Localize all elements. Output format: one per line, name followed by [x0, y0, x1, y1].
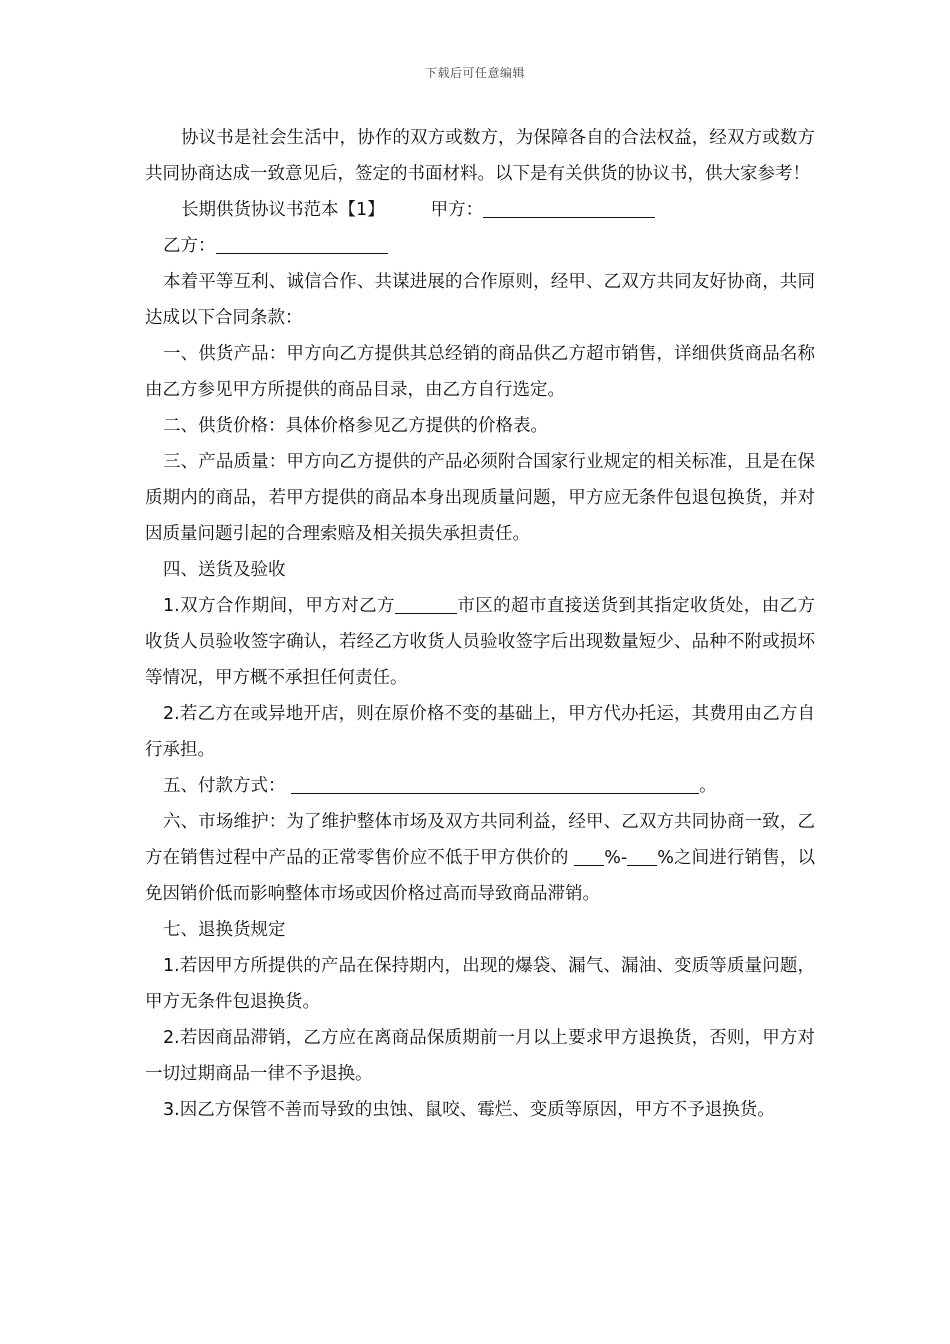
document-title: 长期供货协议书范本【1】 — [181, 200, 385, 220]
clause-3: 三、产品质量：甲方向乙方提供的产品必须附合国家行业规定的相关标准，且是在保质期内的商品，若甲方提供的商品本身出现质量问题，甲方应无条件包退包换货，并对因质量问题引起的合理索赔及相关损失承担责任。 — [145, 452, 815, 544]
party-b-line — [145, 228, 815, 264]
clause-7-3: 3.因乙方保管不善而导致的虫蚀、鼠咬、霉烂、变质等原因，甲方不予退换货。 — [163, 1100, 775, 1120]
payment-method-blank — [291, 771, 699, 794]
title-line — [145, 192, 815, 228]
city-blank — [395, 591, 457, 614]
document-body — [145, 120, 815, 1128]
clause-5 — [145, 768, 815, 804]
clause-4-1-prefix: 1.双方合作期间，甲方对乙方 — [163, 596, 395, 616]
preamble-paragraph: 本着平等互利、诚信合作、共谋进展的合作原则，经甲、乙双方共同友好协商，共同达成以下合同条款： — [145, 272, 815, 328]
clause-7-1: 1.若因甲方所提供的产品在保持期内，出现的爆袋、漏气、漏油、变质等质量问题，甲方无条件包退换货。 — [145, 956, 815, 1012]
clause-4-title: 四、送货及验收 — [163, 560, 286, 580]
page-header-note: 下载后可任意编辑 — [424, 66, 525, 80]
intro-paragraph: 协议书是社会生活中，协作的双方或数方，为保障各自的合法权益，经双方或数方共同协商达成一致意见后，签定的书面材料。以下是有关供货的协议书，供大家参考！ — [145, 128, 815, 184]
clause-4-2: 2.若乙方在或异地开店，则在原价格不变的基础上，甲方代办托运，其费用由乙方自行承担。 — [145, 704, 815, 760]
party-b-blank — [216, 231, 388, 254]
clause-4-1 — [145, 588, 815, 696]
clause-5-end: 。 — [699, 776, 717, 796]
clause-6-suffix: %之间进行销售，以免因销价低而影响整体市场或因价格过高而导致商品滞销。 — [145, 848, 815, 904]
party-b-label: 乙方： — [163, 236, 216, 256]
clause-5-label: 五、付款方式： — [163, 776, 286, 796]
clause-6-prefix: 六、市场维护：为了维护整体市场及双方共同利益，经甲、乙双方共同协商一致，乙方在销售过程中产品的正常零售价应不低于甲方供价的 — [145, 812, 815, 868]
clause-2: 二、供货价格：具体价格参见乙方提供的价格表。 — [163, 416, 548, 436]
percent-high-blank — [627, 843, 657, 866]
party-a-blank — [483, 195, 655, 218]
clause-7-title: 七、退换货规定 — [163, 920, 286, 940]
clause-1: 一、供货产品：甲方向乙方提供其总经销的商品供乙方超市销售，详细供货商品名称由乙方参见甲方所提供的商品目录，由乙方自行选定。 — [145, 344, 815, 400]
party-a-label: 甲方： — [430, 200, 484, 220]
clause-4-1-suffix: 市区的超市直接送货到其指定收货处，由乙方收货人员验收签字确认，若经乙方收货人员验收签字后出现数量短少、品种不附或损坏等情况，甲方概不承担任何责任。 — [145, 596, 815, 688]
clause-7-2: 2.若因商品滞销，乙方应在离商品保质期前一月以上要求甲方退换货，否则，甲方对一切过期商品一律不予退换。 — [145, 1028, 815, 1084]
clause-6 — [145, 804, 815, 912]
clause-6-mid: %- — [604, 848, 628, 868]
percent-low-blank — [574, 843, 604, 866]
